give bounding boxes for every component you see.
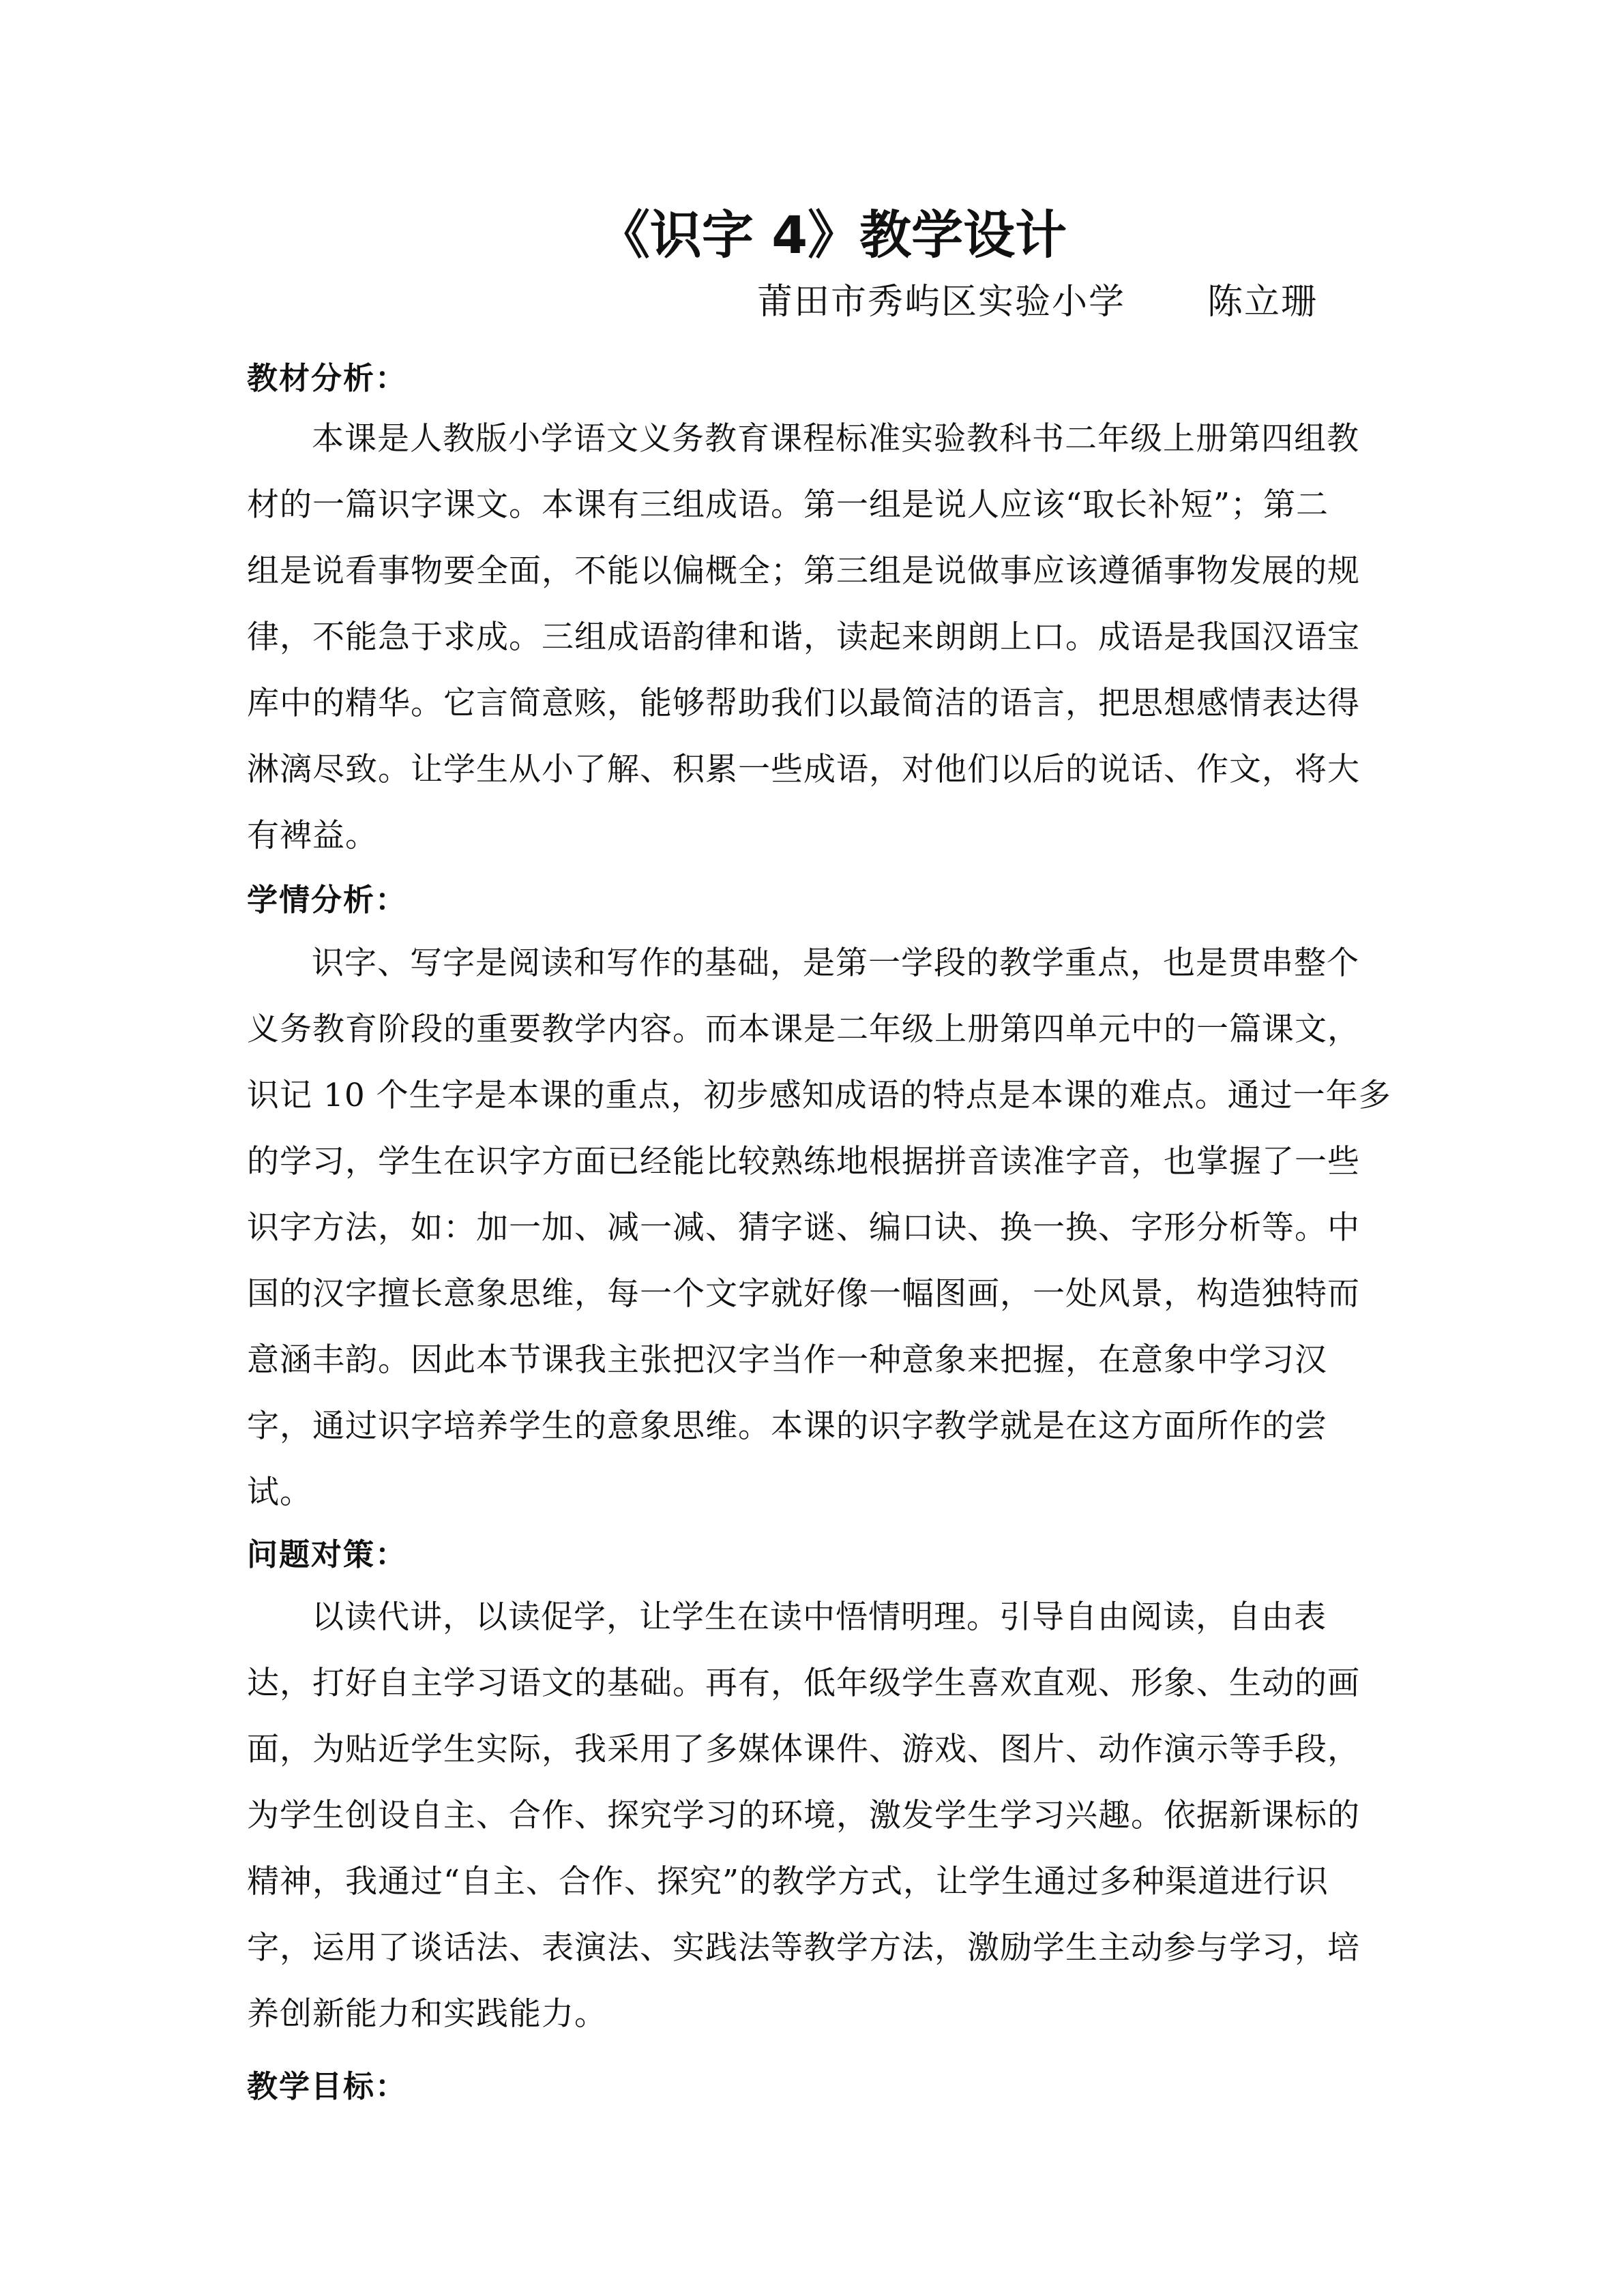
- paragraph-line: 识记 10 个生字是本课的重点，初步感知成语的特点是本课的难点。通过一年多: [247, 1077, 1391, 1114]
- paragraph-line: 识字方法，如：加一加、减一减、猜字谜、编口诀、换一换、字形分析等。中: [247, 1209, 1360, 1247]
- paragraph-line: 的学习，学生在识字方面已经能比较熟练地根据拼音读准字音，也掌握了一些: [247, 1143, 1360, 1180]
- section-body-learner-analysis: [247, 930, 1393, 1525]
- paragraph-line: 精神，我通过“自主、合作、探究”的教学方式，让学生通过多种渠道进行识: [247, 1863, 1329, 1900]
- paragraph-line: 有裨益。: [247, 817, 378, 854]
- paragraph-line: 义务教育阶段的重要教学内容。而本课是二年级上册第四单元中的一篇课文，: [247, 1011, 1360, 1048]
- paragraph-line: 组是说看事物要全面，不能以偏概全；第三组是说做事应该遵循事物发展的规: [247, 552, 1360, 590]
- paragraph-line: 字，运用了谈话法、表演法、实践法等教学方法，激励学生主动参与学习，培: [247, 1929, 1360, 1967]
- paragraph-line: 律，不能急于求成。三组成语韵律和谐，读起来朗朗上口。成语是我国汉语宝: [247, 618, 1360, 656]
- paragraph-line: 识字、写字是阅读和写作的基础，是第一学段的教学重点，也是贯串整个: [312, 944, 1359, 982]
- paragraph-line: 试。: [247, 1474, 312, 1511]
- paragraph-line: 达，打好自主学习语文的基础。再有，低年级学生喜欢直观、形象、生动的画: [247, 1665, 1360, 1702]
- paragraph-line: 字，通过识字培养学生的意象思维。本课的识字教学就是在这方面所作的尝: [247, 1407, 1327, 1445]
- section-heading-learner-analysis: 学情分析：: [247, 882, 408, 918]
- paragraph-line: 养创新能力和实践能力。: [247, 1995, 607, 2033]
- paragraph-line: 为学生创设自主、合作、探究学习的环境，激发学生学习兴趣。依据新课标的: [247, 1797, 1360, 1834]
- paragraph-line: 以读代讲，以读促学，让学生在读中悟情明理。引导自由阅读，自由表: [312, 1598, 1327, 1636]
- paragraph-line: 材的一篇识字课文。本课有三组成语。第一组是说人应该“取长补短”；第二: [247, 486, 1329, 524]
- paragraph-line: 库中的精华。它言简意赅，能够帮助我们以最简洁的语言，把思想感情表达得: [247, 685, 1360, 722]
- paragraph-line: 本课是人教版小学语文义务教育课程标准实验教科书二年级上册第四组教: [312, 420, 1359, 458]
- section-heading-teaching-goals: 教学目标：: [247, 2068, 408, 2104]
- author-name: 陈立珊: [1207, 282, 1318, 323]
- paragraph-line: 国的汉字擅长意象思维，每一个文字就好像一幅图画，一处风景，构造独特而: [247, 1275, 1360, 1313]
- document-title: 《识字 4》教学设计: [597, 205, 1067, 265]
- paragraph-line: 淋漓尽致。让学生从小了解、积累一些成语，对他们以后的说话、作文，将大: [247, 751, 1360, 788]
- section-body-strategies: [247, 1584, 1393, 2047]
- section-heading-strategies: 问题对策：: [247, 1536, 408, 1572]
- section-heading-textbook-analysis: 教材分析：: [247, 360, 408, 396]
- paragraph-line: 意涵丰韵。因此本节课我主张把汉字当作一种意象来把握，在意象中学习汉: [247, 1341, 1327, 1379]
- byline: [757, 278, 1318, 326]
- paragraph-line: 面，为贴近学生实际，我采用了多媒体课件、游戏、图片、动作演示等手段，: [247, 1731, 1360, 1768]
- section-body-textbook-analysis: [247, 406, 1393, 869]
- school-name: 莆田市秀屿区实验小学: [757, 282, 1126, 323]
